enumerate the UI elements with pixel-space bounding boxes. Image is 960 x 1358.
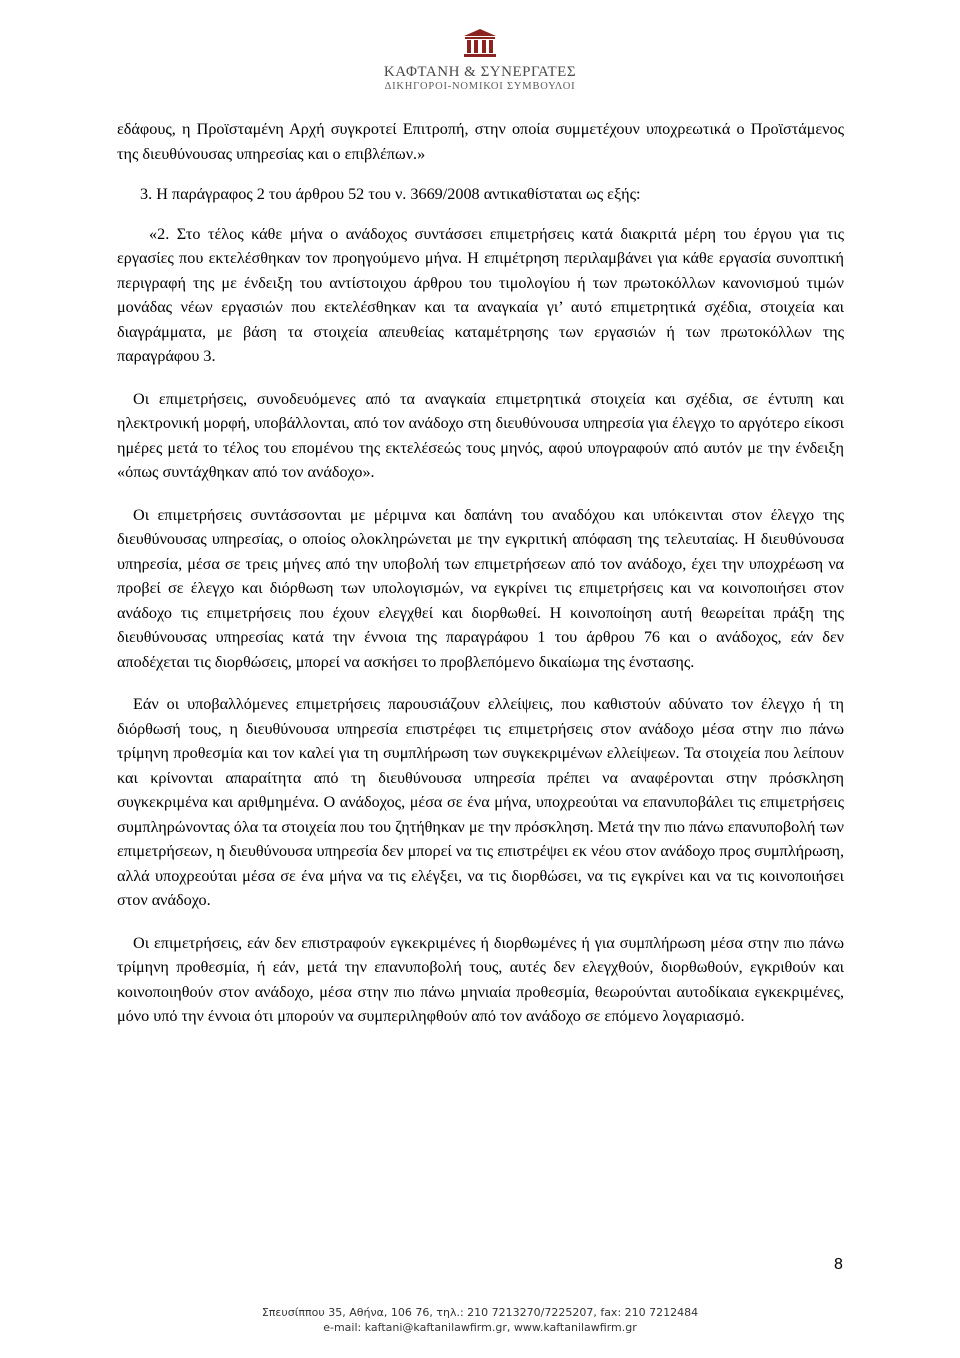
paragraph-continuation: εδάφους, η Προϊσταμένη Αρχή συγκροτεί Επιτροπή, στην οποία συμμετέχουν υποχρεωτικά ο Προϊστάμενος της διευθύνουσας υπηρεσίας και ο επιβλέπων.» xyxy=(117,120,844,163)
letterhead xyxy=(0,28,960,94)
paragraph-item-3: 3. Η παράγραφος 2 του άρθρου 52 του ν. 3669/2008 αντικαθίσταται ως εξής: xyxy=(140,185,641,203)
footer-contact: e-mail: kaftani@kaftanilawfirm.gr, www.kaftanilawfirm.gr xyxy=(323,1321,637,1334)
footer-address: Σπευσίππου 35, Αθήνα, 106 76, τηλ.: 210 7213270/7225207, fax: 210 7212484 xyxy=(261,1306,699,1319)
firm-subtitle: ΔΙΚΗΓΟΡΟΙ-ΝΟΜΙΚΟΙ ΣΥΜΒΟΥΛΟΙ xyxy=(384,81,576,92)
paragraph-deemed-approval: Οι επιμετρήσεις, εάν δεν επιστραφούν εγκεκριμένες ή διορθωμένες ή για συμπλήρωση μέσα στην πιο πάνω τρίμηνη προθεσμία, ή εάν, μετά την επανυποβολή τους, αυτές δεν ελεγχθούν, διορθωθούν, εγκριθούν και κοινοποιηθούν στον ανάδοχο, μέσα στην πιο πάνω μηνιαία προθεσμία, θεωρούνται αυτοδίκαια εγκεκριμένες, μόνο υπό την έννοια ότι μπορούν να συμπεριληφθούν από τον ανάδοχο σε επόμενο λογαριασμό. xyxy=(117,933,844,1025)
paragraph-submission: Οι επιμετρήσεις, συνοδευόμενες από τα αναγκαία επιμετρητικά στοιχεία και σχέδια, σε έντυπη και ηλεκτρονική μορφή, υποβάλλονται, από τον ανάδοχο στη διευθύνουσα υπηρεσία για έλεγχο το αργότερο είκοσι ημέρες μετά το τέλος του επομένου της εκτελέσεώς τους μηνός, αφού υπογραφούν από αυτόν με την ένδειξη «όπως συντάχθηκαν από τον ανάδοχο». xyxy=(117,389,844,481)
paragraph-deficiencies: Εάν οι υποβαλλόμενες επιμετρήσεις παρουσιάζουν ελλείψεις, που καθιστούν αδύνατο τον έλεγχο ή τη διόρθωσή τους, η διευθύνουσα υπηρεσία επιστρέφει τις επιμετρήσεις στον ανάδοχο μέσα στην πιο πάνω τρίμηνη προθεσμία και τον καλεί για τη συμπλήρωση των συγκεκριμένων ελλείψεων. Τα στοιχεία που λείπουν και κρίνονται απαραίτητα από τη διευθύνουσα υπηρεσία πρέπει να αναφέρονται στην πρόσκληση συγκεκριμένα και αριθμημένα. Ο ανάδοχος, μέσα σε ένα μήνα, υποχρεούται να επανυποβάλει τις επιμετρήσεις συμπληρώνοντας όλα τα στοιχεία που του ζητήθηκαν με την πρόσκληση. Μετά την πιο πάνω επανυποβολή των επιμετρήσεων, η διευθύνουσα υπηρεσία δεν μπορεί να τις επιστρέψει εκ νέου στον ανάδοχο προς συμπλήρωση, αλλά υποχρεούται μέσα σε ένα μήνα να τις ελέγξει, να τις διορθώσει, να τις εγκρίνει και να τις κοινοποιήσει στον ανάδοχο. xyxy=(117,695,844,909)
paragraph-quoted-article: «2. Στο τέλος κάθε μήνα ο ανάδοχος συντάσσει επιμετρήσεις κατά διακριτά μέρη του έργου για τις εργασίες που εκτελέσθηκαν τον προηγούμενο μήνα. Η επιμέτρηση περιλαμβάνει για κάθε εργασία συνοπτική περιγραφή της με ένδειξη του αντίστοιχου άρθρου του τιμολογίου ή των πρωτοκόλλων κανονισμού τιμών μονάδας νέων εργασιών που εκτελέσθηκαν και τα αναγκαία γι’ αυτό επιμετρητικά σχέδια, στοιχεία και διαγράμματα, με βάση τα στοιχεία απευθείας καταμέτρησης των εργασιών ή των πρωτοκόλλων της παραγράφου 3. xyxy=(117,224,844,365)
document-body xyxy=(117,117,844,1047)
classical-building-icon xyxy=(463,28,497,58)
page-footer xyxy=(0,1305,960,1335)
page-number: 8 xyxy=(834,1256,843,1273)
paragraph-review: Οι επιμετρήσεις συντάσσονται με μέριμνα και δαπάνη του αναδόχου και υπόκεινται στον έλεγχο της διευθύνουσας υπηρεσίας, ο οποίος ολοκληρώνεται με την εγκριτική απόφαση της τελευταίας. Η διευθύνουσα υπηρεσία, μέσα σε τρεις μήνες από την υποβολή των επιμετρήσεων από τον ανάδοχο, έχει την υποχρέωση να προβεί σε έλεγχο και διόρθωση των υπολογισμών, να εγκρίνει τις επιμετρήσεις και να κοινοποιήσει στον ανάδοχο τις επιμετρήσεις που έχουν ελεγχθεί και διορθωθεί. Η κοινοποίηση αυτή θεωρείται πράξη της διευθύνουσας υπηρεσίας κατά την έννοια της παραγράφου 1 του άρθρου 76 και ο ανάδοχος, εάν δεν αποδέχεται τις διορθώσεις, μπορεί να ασκήσει το προβλεπόμενο δικαίωμα της ένστασης. xyxy=(117,505,844,671)
firm-name: ΚΑΦΤΑΝΗ & ΣΥΝΕΡΓΑΤΕΣ xyxy=(383,64,577,80)
